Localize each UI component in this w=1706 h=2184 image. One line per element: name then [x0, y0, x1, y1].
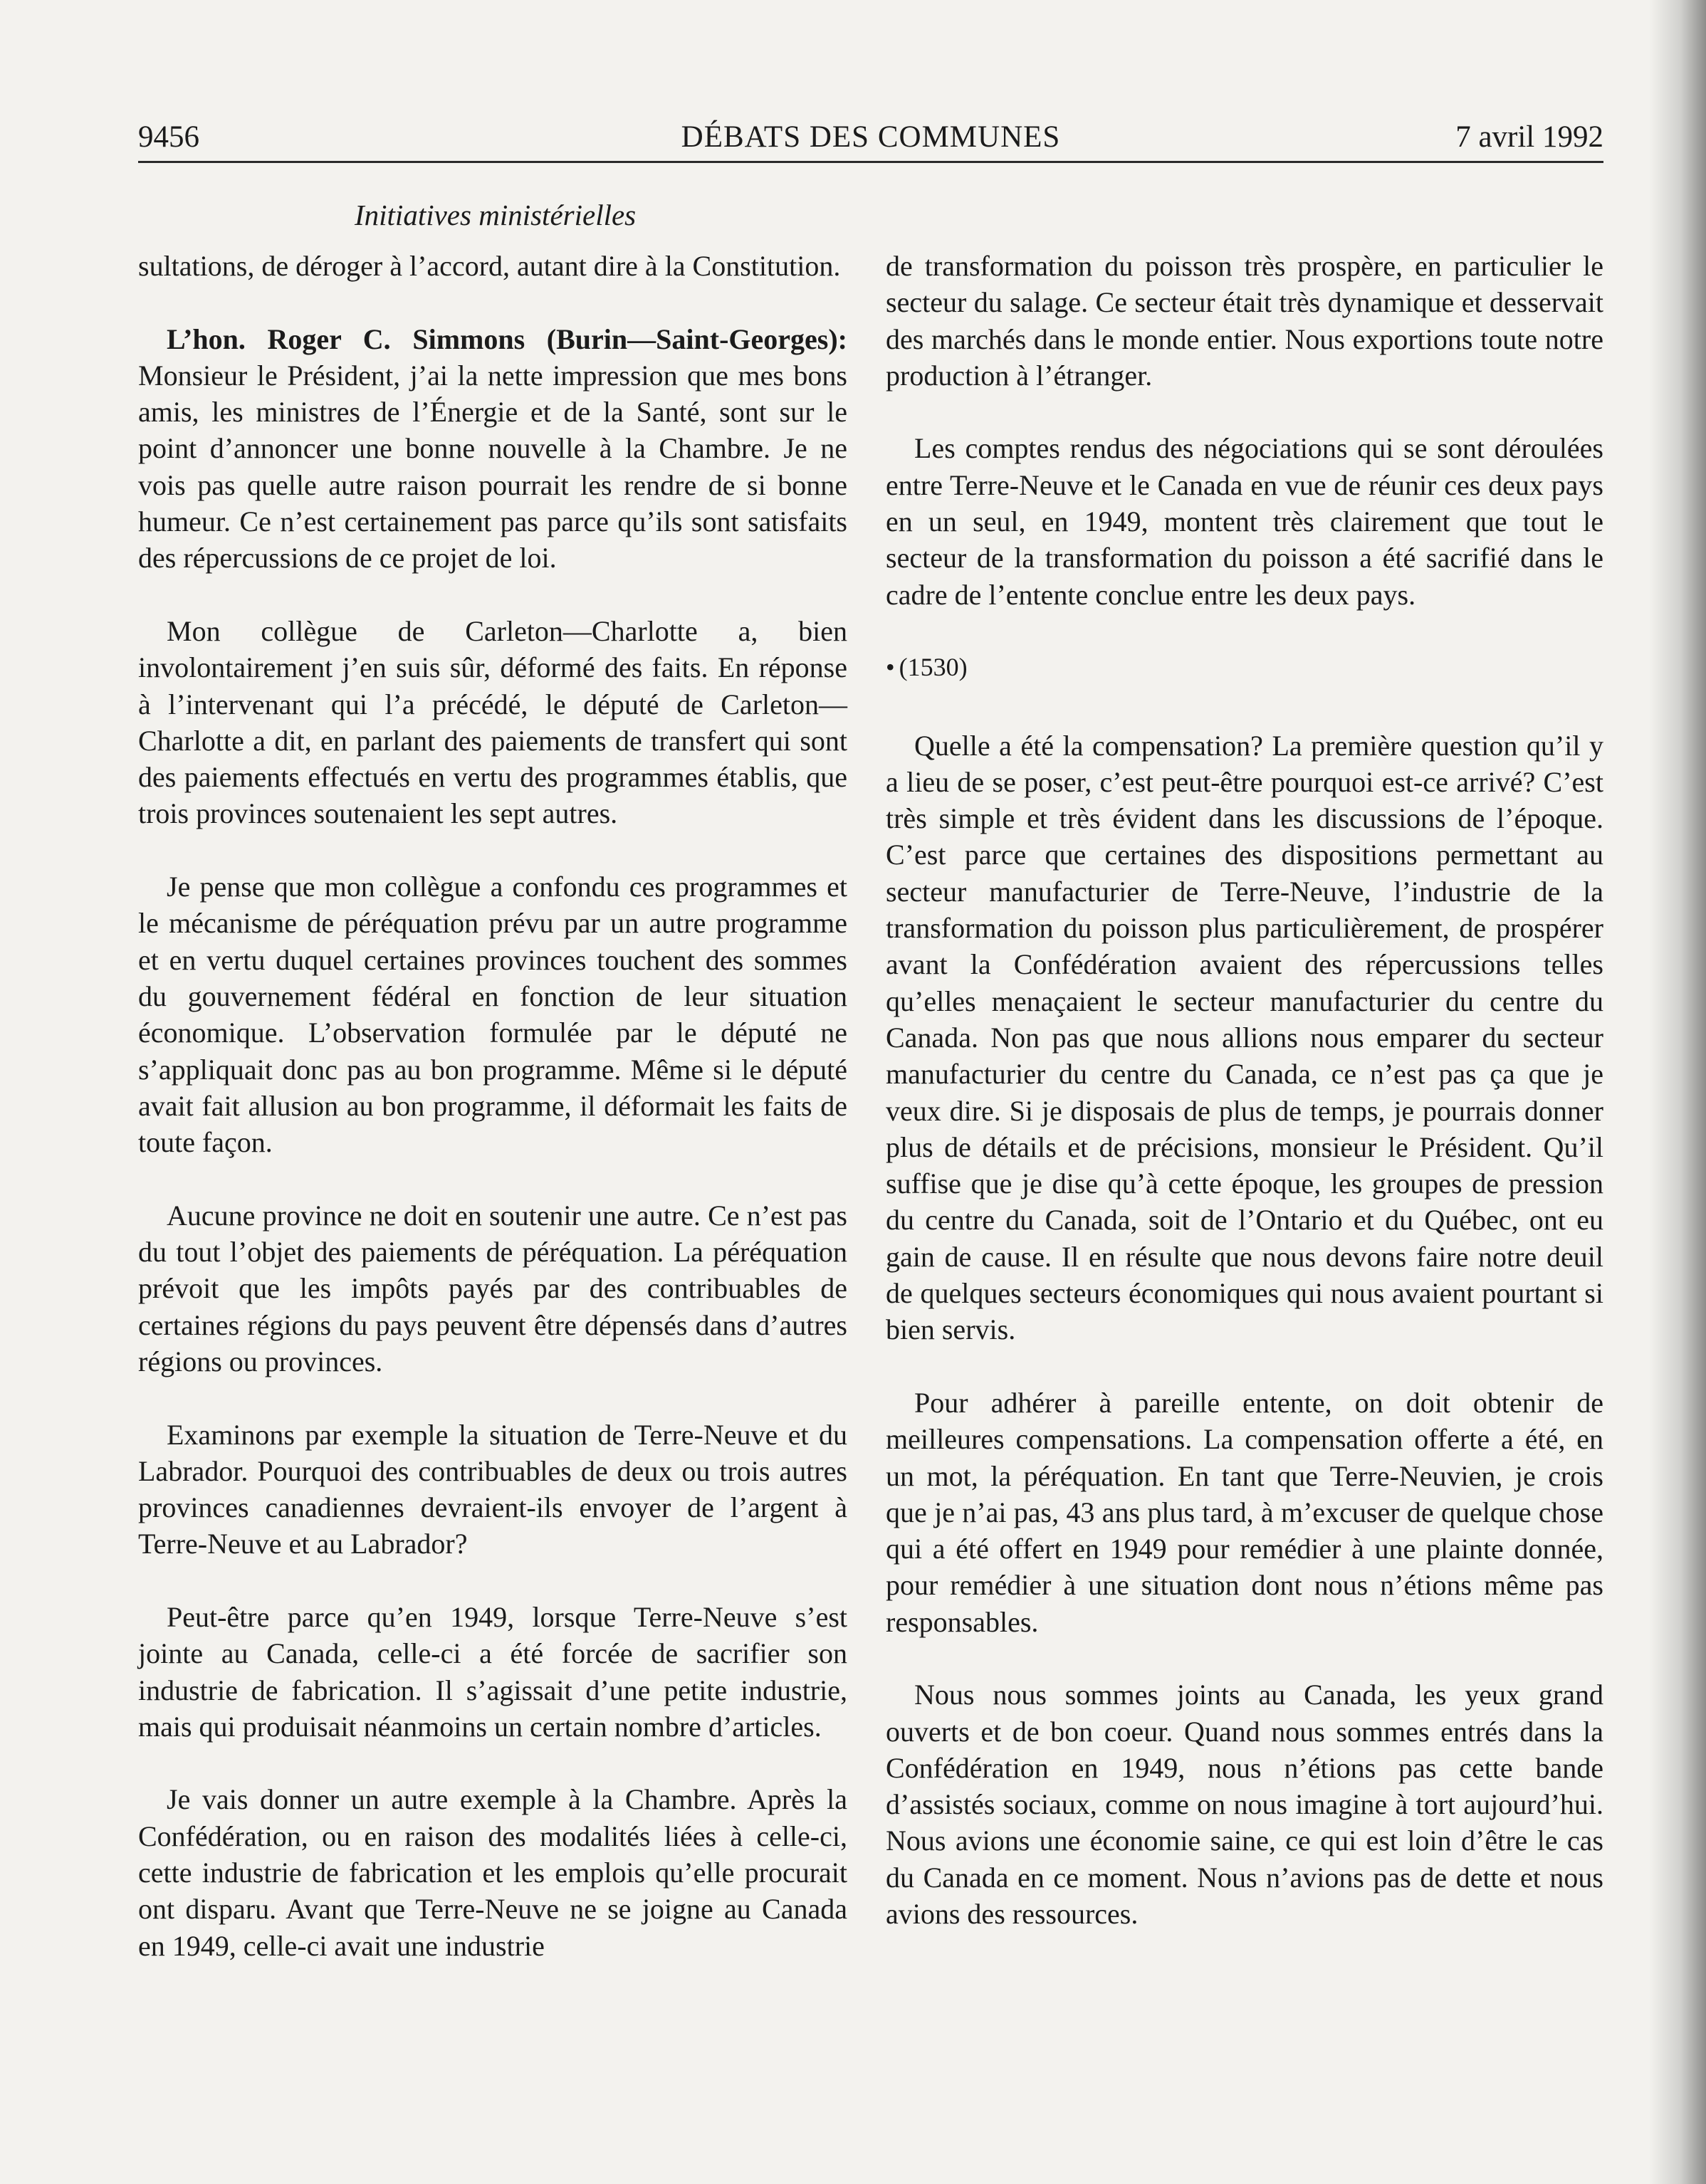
- paragraph: Nous nous sommes joints au Canada, les yeux grand ouverts et de bon coeur. Quand nous sommes entrés dans la Confédération en 1949, nous n’étions pas cette bande d’assistés sociaux, comme on nous imagine à tort aujourd’hui. Nous avions une économie saine, ce qui est loin d’être le cas du Canada en ce moment. Nous n’avions pas de dette et nous avions des ressources.: [886, 1679, 1603, 1931]
- speaker-name: L’hon. Roger C. Simmons (Burin—Saint-Georges):: [167, 322, 847, 355]
- page-number: 9456: [138, 120, 199, 154]
- paragraph: Peut-être parce qu’en 1949, lorsque Terre-Neuve s’est jointe au Canada, celle-ci a été forcée de sacrifier son industrie de fabrication. Il s’agissait d’une petite industrie, mais qui produisait néanmoins un certain nombre d’articles.: [138, 1600, 847, 1743]
- paragraph: Je pense que mon collègue a confondu ces programmes et le mécanisme de péréquation prévu par un autre programme et en vertu duquel certaines provinces touchent des sommes du gouvernement fédéral en fonction de leur situation économique. L’observation formulée par le député ne s’appliquait donc pas au bon programme. Même si le député avait fait allusion au bon programme, il déformait les faits de toute façon.: [138, 871, 847, 1159]
- publication-date: 7 avril 1992: [1455, 120, 1603, 154]
- left-column: [138, 248, 847, 2000]
- publication-title: DÉBATS DES COMMUNES: [681, 120, 1061, 154]
- paragraph: de transformation du poisson très prospère, en particulier le secteur du salage. Ce secteur était très dynamique et desservait des marchés dans le monde entier. Nous exportions toute notre production à l’étranger.: [886, 250, 1603, 392]
- paragraph: Les comptes rendus des négociations qui se sont déroulées entre Terre-Neuve et le Canada en vue de réunir ces deux pays en un seul, en 1949, montent très clairement que tout le secteur de la transformation du poisson a été sacrifié dans le cadre de l’entente conclue entre les deux pays.: [886, 432, 1603, 611]
- paragraph: Aucune province ne doit en soutenir une autre. Ce n’est pas du tout l’objet des paiements de péréquation. La péréquation prévoit que les impôts payés par des contribuables de certaines régions du pays peuvent être dépensés dans d’autres régions ou provinces.: [138, 1199, 847, 1377]
- page-edge-shadow: [1649, 0, 1706, 2184]
- paragraph: Mon collègue de Carleton—Charlotte a, bien involontairement j’en suis sûr, déformé des faits. En réponse à l’intervenant qui l’a précédé, le député de Carleton—Charlotte a dit, en parlant des paiements de transfert qui sont des paiements effectués en vertu des programmes établis, que trois provinces soutenaient les sept autres.: [138, 614, 847, 830]
- paragraph: Je vais donner un autre exemple à la Chambre. Après la Confédération, ou en raison des modalités liées à celle-ci, cette industrie de fabrication et les emplois qu’elle procurait ont disparu. Avant que Terre-Neuve ne se joigne au Canada en 1949, celle-ci avait une industrie: [138, 1783, 847, 1962]
- speech-text: Monsieur le Président, j’ai la nette impression que mes bons amis, les ministres de l’Énergie et de la Santé, sont sur le point d’annoncer une bonne nouvelle à la Chambre. Je ne vois pas quelle autre raison pourrait les rendre de si bonne humeur. Ce n’est certainement pas parce qu’ils sont satisfaits des répercussions de ce projet de loi.: [138, 359, 847, 574]
- speaker-paragraph: [138, 321, 847, 577]
- time-marker-text: (1530): [899, 653, 968, 682]
- right-column: [886, 248, 1603, 1969]
- section-title: Initiatives ministérielles: [355, 199, 637, 231]
- paragraph: Quelle a été la compensation? La première question qu’il y a lieu de se poser, c’est peut-être pourquoi est-ce arrivé? C’est très simple et très évident dans les discussions de l’époque. C’est parce que certaines des dispositions permettant au secteur manufacturier de Terre-Neuve, l’industrie de la transformation du poisson plus particulièrement, de prospérer avant la Confédération avaient des répercussions telles qu’elles menaçaient le secteur manufacturier du centre du Canada. Non pas que nous allions nous emparer du secteur manufacturier du centre du Canada, ce n’est pas ça que je veux dire. Si je disposais de plus de temps, je pourrais donner plus de détails et de précisions, monsieur le Président. Qu’il suffise que je dise qu’à cette époque, les groupes de pression du centre du Canada, soit de l’Ontario et du Québec, ont eu gain de cause. Il en résulte que nous devons faire notre deuil de quelques secteurs économiques qui nous avaient pourtant si bien servis.: [886, 729, 1603, 1346]
- paragraph: sultations, de déroger à l’accord, autant dire à la Constitution.: [138, 250, 841, 282]
- page-header: [138, 117, 1603, 163]
- time-marker: [886, 649, 1603, 686]
- paragraph: Pour adhérer à pareille entente, on doit obtenir de meilleures compensations. La compensation offerte a été, en un mot, la péréquation. En tant que Terre-Neuvien, je crois que je n’ai pas, 43 ans plus tard, à m’excuser de quelque chose qui a été offert en 1949 pour remédier à une plainte donnée, pour remédier à une situation dont nous n’étions même pas responsables.: [886, 1386, 1603, 1638]
- paragraph: Examinons par exemple la situation de Terre-Neuve et du Labrador. Pourquoi des contribuables de deux ou trois autres provinces canadiennes devraient-ils envoyer de l’argent à Terre-Neuve et au Labrador?: [138, 1418, 847, 1560]
- bullet-icon: •: [886, 653, 895, 682]
